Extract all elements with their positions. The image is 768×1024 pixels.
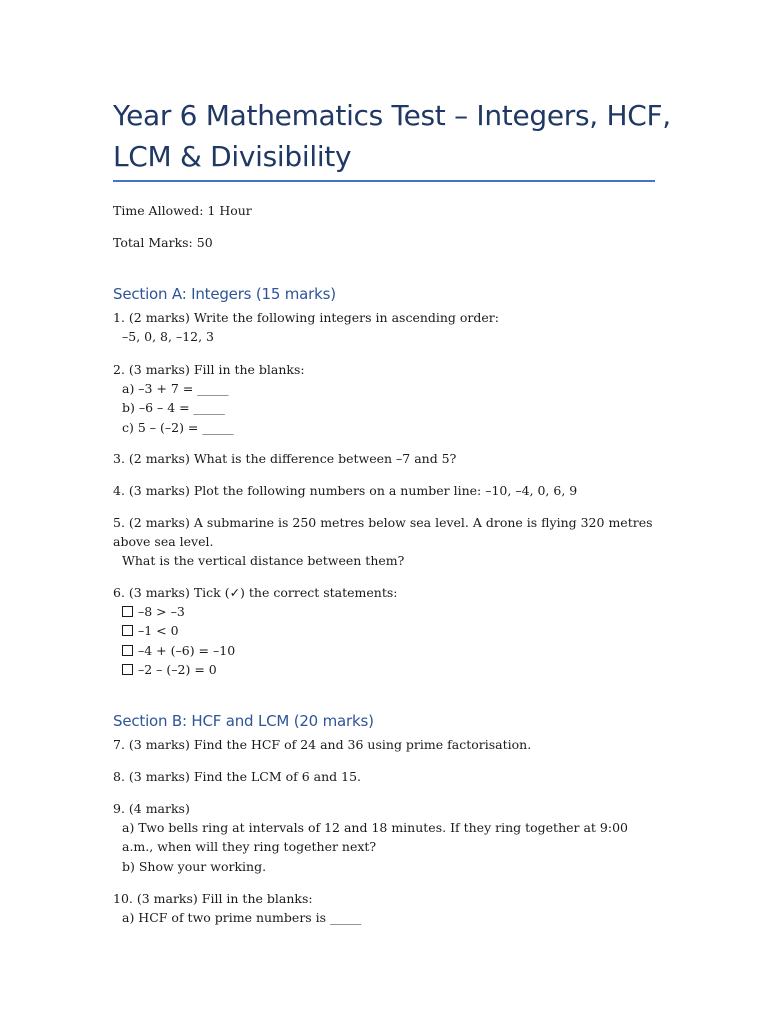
question-3 xyxy=(113,449,658,468)
question-6 xyxy=(113,583,658,679)
question-6-stem: 6. (3 marks) Tick (✓) the correct statements: xyxy=(113,585,398,600)
statement-2 xyxy=(113,621,658,640)
question-4 xyxy=(113,481,658,500)
statement-2-text: –1 < 0 xyxy=(138,623,179,639)
question-1 xyxy=(113,308,658,346)
checkbox-1[interactable] xyxy=(122,606,133,617)
question-10-stem: 10. (3 marks) Fill in the blanks: xyxy=(113,891,313,906)
statement-3 xyxy=(113,641,658,660)
question-4-stem: 4. (3 marks) Plot the following numbers on a number line: –10, –4, 0, 6, 9 xyxy=(113,483,578,498)
question-8 xyxy=(113,767,658,786)
question-9-stem: 9. (4 marks) xyxy=(113,801,190,816)
question-5-follow-up: What is the vertical distance between them? xyxy=(122,553,405,569)
time-allowed: Time Allowed: 1 Hour xyxy=(113,203,252,218)
section-a-heading: Section A: Integers (15 marks) xyxy=(113,285,336,303)
question-7 xyxy=(113,735,658,754)
question-2-stem: 2. (3 marks) Fill in the blanks: xyxy=(113,362,305,377)
question-10-part-a: a) HCF of two prime numbers is _____ xyxy=(122,910,362,926)
title-divider xyxy=(113,180,655,182)
question-8-stem: 8. (3 marks) Find the LCM of 6 and 15. xyxy=(113,769,362,784)
question-9-part-a: a) Two bells ring at intervals of 12 and 18 minutes. If they ring together at 9:00 a.m., when will they ring together next? xyxy=(122,820,628,855)
question-2 xyxy=(113,360,658,437)
question-9 xyxy=(113,799,658,876)
statement-1-text: –8 > –3 xyxy=(138,604,185,620)
total-marks: Total Marks: 50 xyxy=(113,235,213,250)
checkbox-3[interactable] xyxy=(122,645,133,656)
question-2-part-a: a) –3 + 7 = _____ xyxy=(122,381,229,397)
question-7-stem: 7. (3 marks) Find the HCF of 24 and 36 using prime factorisation. xyxy=(113,737,532,752)
question-3-stem: 3. (2 marks) What is the difference between –7 and 5? xyxy=(113,451,457,466)
checkbox-4[interactable] xyxy=(122,664,133,675)
question-2-part-b: b) –6 – 4 = _____ xyxy=(122,400,225,416)
question-10 xyxy=(113,889,658,927)
question-5 xyxy=(113,513,658,571)
statement-1 xyxy=(113,602,658,621)
question-1-list: –5, 0, 8, –12, 3 xyxy=(122,329,215,345)
question-5-stem: 5. (2 marks) A submarine is 250 metres below sea level. A drone is flying 320 metres above sea level. xyxy=(113,515,653,550)
question-2-part-c: c) 5 – (–2) = _____ xyxy=(122,419,234,435)
statement-4-text: –2 – (–2) = 0 xyxy=(138,661,217,677)
statement-3-text: –4 + (–6) = –10 xyxy=(138,642,236,658)
statement-4 xyxy=(113,660,658,679)
checkbox-2[interactable] xyxy=(122,625,133,636)
page-title: Year 6 Mathematics Test – Integers, HCF, LCM & Divisibility xyxy=(113,99,671,173)
question-9-part-b: b) Show your working. xyxy=(122,858,267,874)
section-b-heading: Section B: HCF and LCM (20 marks) xyxy=(113,712,374,730)
question-1-stem: 1. (2 marks) Write the following integers in ascending order: xyxy=(113,310,499,325)
